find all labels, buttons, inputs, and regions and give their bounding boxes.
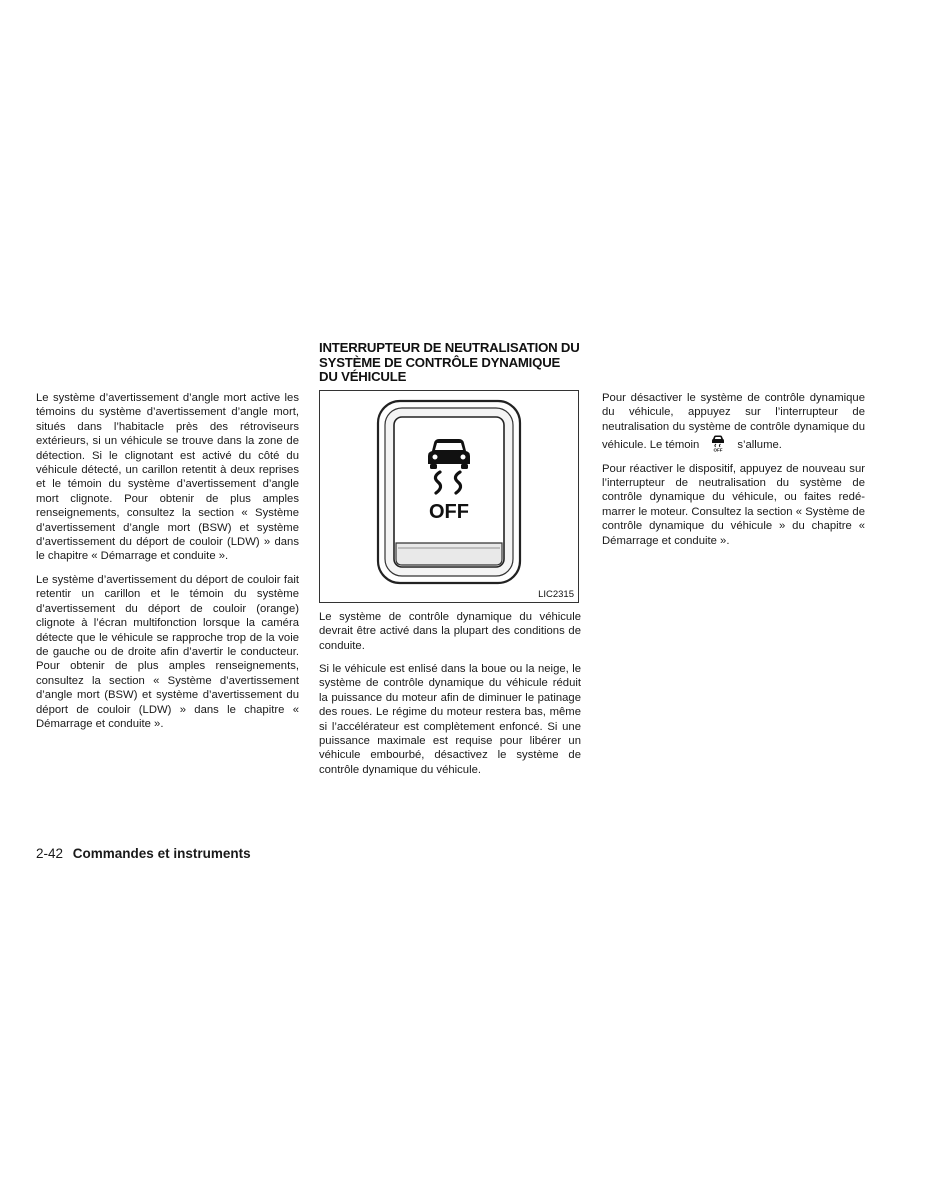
paragraph-reactivate: Pour réactiver le dispositif, appuyez de nouveau sur l’interrupteur de neutralisation du système de contrôle dynamique du véhicule, ou faites redémarrer le moteur. Consultez la section « Système de contrôle dynamique du véhicule » du chapitre « Démarrage et conduite ». <box>602 462 865 547</box>
vdc-off-switch-illustration <box>320 391 578 602</box>
paragraph-vdc-active: Le système de contrôle dynamique du véhicule devrait être activé dans la plupart des conditions de conduite. <box>319 610 581 652</box>
deactivate-text: Pour désactiver le système de contrôle dynamique du véhicule, appuyez sur l’interrupteur de neutralisation du système de contrôle dynamique du véhicule. Le témoin <box>602 392 865 452</box>
figure-code: LIC2315 <box>538 588 574 600</box>
right-column <box>602 391 865 557</box>
lights-up-text: s’allume. <box>737 439 782 452</box>
middle-column <box>319 341 581 786</box>
vdc-off-indicator-icon <box>703 434 733 452</box>
off-label: OFF <box>429 500 469 523</box>
paragraph-bsw: Le système d’avertissement d’angle mort active les témoins du système d’avertissement d’angle mort, situés dans l’habitacle près des rétroviseurs extérieurs, si un véhicule se trouve dans la zone de détection. Si le clignotant est activé du côté du véhicule détecté, un carillon retentit à deux reprises et le témoin du système d’avertissement d’angle mort clignote. Pour obtenir de plus amples renseignements, consultez la section « Système d’avertissement d’angle mort (BSW) et système d’avertissement du déport de couloir (LDW) » dans le chapitre « Démarrage et conduite ». <box>36 392 299 563</box>
left-column <box>36 391 299 740</box>
vdc-off-switch-figure <box>319 390 579 603</box>
paragraph-deactivate <box>602 391 865 453</box>
section-heading: INTERRUPTEUR DE NEUTRALISATION DU SYSTÈME DE CONTRÔLE DYNAMIQUE DU VÉHICULE <box>319 340 580 385</box>
paragraph-vdc-stuck: Si le véhicule est enlisé dans la boue ou la neige, le système de contrôle dynamique du véhicule réduit la puissance du moteur afin de diminuer le patinage des roues. Le régime du moteur restera bas, même si l’accélérateur est complètement enfoncé. Si une puissance maximale est requise pour libérer un véhicule embourbé, désactivez le système de contrôle dynamique du véhicule. <box>319 663 581 776</box>
chapter-title: Commandes et instruments <box>72 846 251 861</box>
svg-text:OFF: OFF <box>713 447 723 453</box>
page-footer <box>36 846 251 862</box>
paragraph-ldw: Le système d’avertissement du déport de couloir fait retentir un carillon et le témoin du système d’avertissement du déport de couloir (orange) clignote à l’écran multifonction lorsque la caméra détecte que le véhicule se rapproche trop de la voie de gauche ou de droite afin d’avertir le conducteur. Pour obtenir de plus amples renseignements, consultez la section « Système d’avertissement d’angle mort (BSW) et système d’avertissement du déport de couloir (LDW) » dans le chapitre « Démarrage et conduite ». <box>36 573 299 730</box>
page-number: 2-42 <box>36 846 64 861</box>
